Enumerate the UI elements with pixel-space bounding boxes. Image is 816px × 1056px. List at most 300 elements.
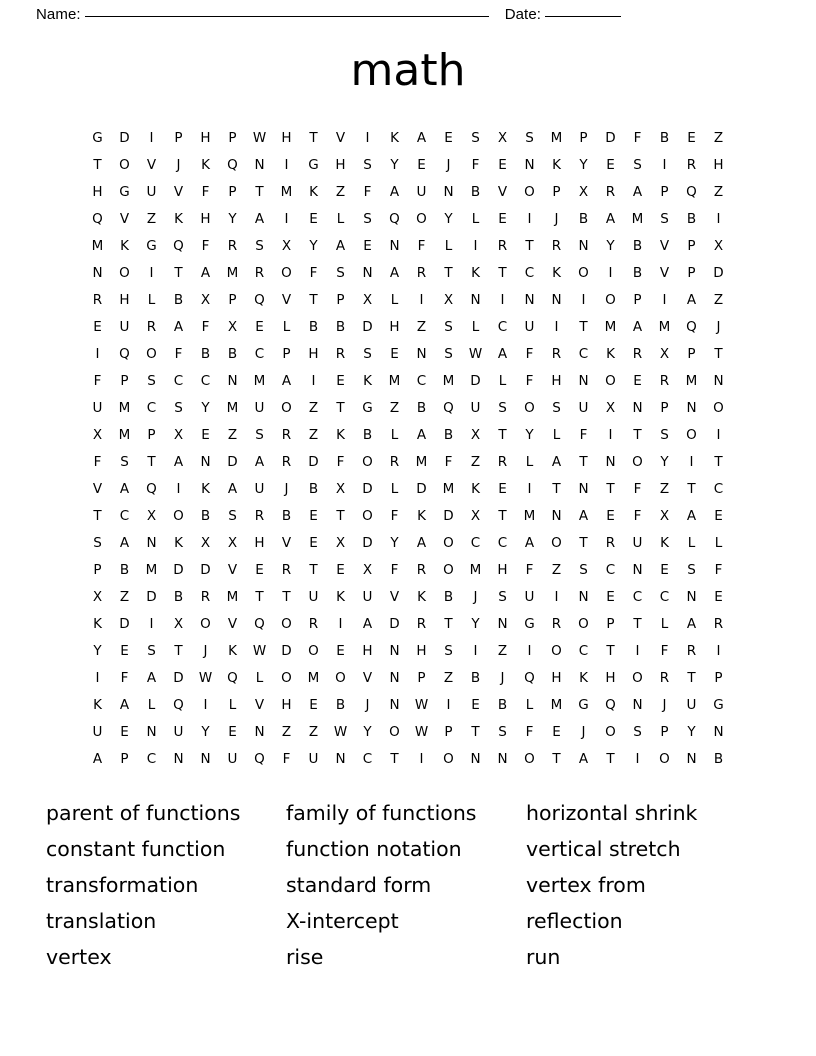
grid-cell[interactable]: U — [524, 319, 535, 335]
grid-cell[interactable]: X — [497, 130, 508, 146]
grid-cell[interactable]: M — [226, 400, 239, 416]
grid-cell[interactable]: S — [471, 130, 480, 146]
grid-cell[interactable]: O — [416, 211, 427, 227]
grid-cell[interactable]: T — [282, 589, 291, 605]
grid-cell[interactable]: U — [308, 751, 319, 767]
grid-cell[interactable]: W — [198, 670, 213, 686]
grid-cell[interactable]: K — [93, 616, 102, 632]
grid-cell[interactable]: H — [551, 670, 562, 686]
grid-cell[interactable]: O — [173, 508, 184, 524]
grid-cell[interactable]: L — [471, 319, 480, 335]
grid-cell[interactable]: P — [714, 670, 723, 686]
grid-cell[interactable]: O — [200, 616, 211, 632]
grid-cell[interactable]: F — [201, 184, 210, 200]
grid-cell[interactable]: T — [309, 562, 318, 578]
grid-cell[interactable]: C — [200, 373, 211, 389]
grid-cell[interactable]: A — [686, 292, 697, 308]
grid-cell[interactable]: Q — [686, 184, 697, 200]
grid-cell[interactable]: E — [201, 427, 210, 443]
grid-cell[interactable]: Z — [389, 400, 400, 416]
grid-cell[interactable]: E — [687, 130, 696, 146]
grid-cell[interactable]: M — [253, 373, 266, 389]
grid-cell[interactable]: R — [254, 265, 265, 281]
grid-cell[interactable]: B — [335, 697, 346, 713]
grid-cell[interactable]: Y — [93, 643, 102, 659]
grid-cell[interactable]: I — [284, 211, 289, 227]
grid-cell[interactable]: S — [363, 157, 372, 173]
grid-cell[interactable]: Y — [579, 157, 588, 173]
grid-cell[interactable]: V — [362, 670, 373, 686]
grid-cell[interactable]: Y — [309, 238, 318, 254]
grid-cell[interactable]: F — [93, 454, 102, 470]
grid-cell[interactable]: A — [416, 427, 427, 443]
grid-cell[interactable]: I — [95, 346, 100, 362]
grid-cell[interactable]: E — [309, 211, 318, 227]
grid-cell[interactable]: W — [414, 724, 429, 740]
grid-cell[interactable]: R — [281, 562, 292, 578]
grid-cell[interactable]: M — [388, 373, 401, 389]
grid-cell[interactable]: I — [365, 130, 370, 146]
grid-cell[interactable]: X — [659, 508, 670, 524]
grid-cell[interactable]: O — [281, 265, 292, 281]
word-list-item[interactable]: translation — [46, 909, 157, 933]
grid-cell[interactable]: F — [444, 454, 453, 470]
grid-cell[interactable]: M — [550, 697, 563, 713]
grid-cell[interactable]: E — [471, 697, 480, 713]
grid-cell[interactable]: B — [632, 265, 643, 281]
grid-cell[interactable]: R — [551, 238, 562, 254]
grid-cell[interactable]: D — [362, 481, 373, 497]
grid-cell[interactable]: S — [363, 346, 372, 362]
grid-cell[interactable]: J — [203, 643, 208, 659]
grid-cell[interactable]: G — [119, 184, 130, 200]
grid-cell[interactable]: L — [390, 427, 399, 443]
grid-cell[interactable]: X — [92, 589, 103, 605]
grid-cell[interactable]: K — [174, 211, 183, 227]
grid-cell[interactable]: T — [93, 508, 102, 524]
grid-cell[interactable]: P — [633, 292, 642, 308]
word-list-item[interactable]: rise — [286, 945, 324, 969]
grid-cell[interactable]: P — [120, 373, 129, 389]
grid-cell[interactable]: O — [524, 751, 535, 767]
grid-cell[interactable]: I — [419, 292, 424, 308]
grid-cell[interactable]: R — [686, 157, 697, 173]
grid-cell[interactable]: Q — [173, 697, 184, 713]
grid-cell[interactable]: C — [146, 751, 157, 767]
grid-cell[interactable]: Z — [443, 670, 454, 686]
grid-cell[interactable]: I — [527, 643, 532, 659]
grid-cell[interactable]: S — [579, 562, 588, 578]
grid-cell[interactable]: S — [120, 454, 129, 470]
grid-cell[interactable]: C — [119, 508, 130, 524]
grid-cell[interactable]: V — [659, 265, 670, 281]
grid-cell[interactable]: B — [416, 400, 427, 416]
grid-cell[interactable]: I — [554, 589, 559, 605]
grid-cell[interactable]: C — [524, 265, 535, 281]
grid-cell[interactable]: M — [307, 670, 320, 686]
grid-cell[interactable]: C — [173, 373, 184, 389]
grid-cell[interactable]: Y — [228, 211, 237, 227]
grid-cell[interactable]: F — [201, 319, 210, 335]
grid-cell[interactable]: Q — [146, 481, 157, 497]
grid-cell[interactable]: K — [309, 184, 318, 200]
grid-cell[interactable]: Z — [308, 724, 319, 740]
grid-cell[interactable]: C — [713, 481, 724, 497]
grid-cell[interactable]: L — [687, 535, 696, 551]
grid-cell[interactable]: S — [93, 535, 102, 551]
grid-cell[interactable]: F — [282, 751, 291, 767]
grid-cell[interactable]: K — [201, 157, 210, 173]
grid-cell[interactable]: P — [660, 400, 669, 416]
grid-cell[interactable]: F — [633, 481, 642, 497]
grid-cell[interactable]: K — [552, 265, 561, 281]
grid-cell[interactable]: B — [200, 346, 211, 362]
grid-cell[interactable]: O — [362, 508, 373, 524]
grid-cell[interactable]: T — [255, 184, 264, 200]
grid-cell[interactable]: F — [525, 346, 534, 362]
grid-cell[interactable]: A — [173, 454, 184, 470]
grid-cell[interactable]: U — [524, 589, 535, 605]
grid-cell[interactable]: J — [554, 211, 559, 227]
grid-cell[interactable]: S — [660, 211, 669, 227]
grid-cell[interactable]: O — [578, 616, 589, 632]
grid-cell[interactable]: P — [336, 292, 345, 308]
grid-cell[interactable]: N — [173, 751, 184, 767]
grid-cell[interactable]: R — [551, 616, 562, 632]
grid-cell[interactable]: I — [554, 319, 559, 335]
grid-cell[interactable]: N — [578, 589, 589, 605]
grid-cell[interactable]: V — [659, 238, 670, 254]
grid-cell[interactable]: F — [201, 238, 210, 254]
grid-cell[interactable]: N — [524, 157, 535, 173]
grid-cell[interactable]: N — [551, 508, 562, 524]
grid-cell[interactable]: O — [389, 724, 400, 740]
grid-cell[interactable]: K — [120, 238, 129, 254]
grid-cell[interactable]: X — [362, 292, 373, 308]
grid-cell[interactable]: N — [227, 373, 238, 389]
grid-cell[interactable]: A — [632, 319, 643, 335]
grid-cell[interactable]: T — [309, 130, 318, 146]
grid-cell[interactable]: H — [713, 157, 724, 173]
grid-cell[interactable]: C — [578, 346, 589, 362]
grid-cell[interactable]: B — [659, 130, 670, 146]
grid-cell[interactable]: D — [227, 454, 238, 470]
grid-cell[interactable]: E — [363, 238, 372, 254]
grid-cell[interactable]: U — [416, 184, 427, 200]
grid-cell[interactable]: A — [254, 454, 265, 470]
grid-cell[interactable]: F — [174, 346, 183, 362]
grid-cell[interactable]: D — [443, 508, 454, 524]
grid-cell[interactable]: K — [417, 589, 426, 605]
grid-cell[interactable]: I — [149, 265, 154, 281]
grid-cell[interactable]: X — [200, 292, 211, 308]
grid-cell[interactable]: F — [93, 373, 102, 389]
grid-cell[interactable]: D — [416, 481, 427, 497]
grid-cell[interactable]: X — [227, 319, 238, 335]
grid-cell[interactable]: K — [93, 697, 102, 713]
grid-cell[interactable]: T — [714, 454, 723, 470]
grid-cell[interactable]: U — [254, 400, 265, 416]
grid-cell[interactable]: U — [470, 400, 481, 416]
grid-cell[interactable]: G — [362, 400, 373, 416]
grid-cell[interactable]: T — [525, 238, 534, 254]
grid-cell[interactable]: P — [660, 724, 669, 740]
grid-cell[interactable]: O — [524, 400, 535, 416]
grid-cell[interactable]: O — [146, 346, 157, 362]
grid-cell[interactable]: Q — [254, 751, 265, 767]
grid-cell[interactable]: A — [578, 508, 589, 524]
grid-cell[interactable]: E — [120, 724, 129, 740]
grid-cell[interactable]: H — [254, 535, 265, 551]
grid-cell[interactable]: N — [578, 373, 589, 389]
grid-cell[interactable]: R — [713, 616, 724, 632]
grid-cell[interactable]: M — [685, 373, 698, 389]
grid-cell[interactable]: A — [416, 535, 427, 551]
date-write-line[interactable] — [545, 16, 621, 17]
grid-cell[interactable]: S — [444, 319, 453, 335]
grid-cell[interactable]: L — [282, 319, 291, 335]
grid-cell[interactable]: F — [390, 508, 399, 524]
grid-cell[interactable]: H — [416, 643, 427, 659]
grid-cell[interactable]: R — [659, 670, 670, 686]
word-list-item[interactable]: parent of functions — [46, 801, 241, 825]
grid-cell[interactable]: U — [119, 319, 130, 335]
grid-cell[interactable]: H — [200, 211, 211, 227]
grid-cell[interactable]: I — [338, 616, 343, 632]
grid-cell[interactable]: E — [606, 589, 615, 605]
grid-cell[interactable]: G — [146, 238, 157, 254]
grid-cell[interactable]: H — [308, 346, 319, 362]
grid-cell[interactable]: N — [713, 373, 724, 389]
grid-cell[interactable]: P — [552, 184, 561, 200]
grid-cell[interactable]: N — [578, 238, 589, 254]
grid-cell[interactable]: A — [92, 751, 103, 767]
grid-cell[interactable]: E — [336, 373, 345, 389]
grid-cell[interactable]: E — [714, 589, 723, 605]
grid-cell[interactable]: K — [228, 643, 237, 659]
grid-cell[interactable]: Q — [227, 670, 238, 686]
grid-cell[interactable]: Z — [497, 643, 508, 659]
grid-cell[interactable]: M — [91, 238, 104, 254]
grid-cell[interactable]: P — [687, 238, 696, 254]
grid-cell[interactable]: G — [524, 616, 535, 632]
grid-cell[interactable]: M — [118, 427, 131, 443]
grid-cell[interactable]: H — [497, 562, 508, 578]
grid-cell[interactable]: I — [716, 211, 721, 227]
grid-cell[interactable]: Z — [659, 481, 670, 497]
grid-cell[interactable]: F — [363, 184, 372, 200]
grid-cell[interactable]: D — [362, 319, 373, 335]
grid-cell[interactable]: I — [203, 697, 208, 713]
grid-cell[interactable]: M — [442, 373, 455, 389]
grid-cell[interactable]: P — [228, 184, 237, 200]
grid-cell[interactable]: I — [527, 211, 532, 227]
word-list-item[interactable]: constant function — [46, 837, 226, 861]
grid-cell[interactable]: D — [119, 616, 130, 632]
grid-cell[interactable]: O — [659, 751, 670, 767]
grid-cell[interactable]: X — [659, 346, 670, 362]
grid-cell[interactable]: E — [498, 481, 507, 497]
grid-cell[interactable]: Q — [92, 211, 103, 227]
grid-cell[interactable]: O — [281, 400, 292, 416]
grid-cell[interactable]: Y — [471, 616, 480, 632]
grid-cell[interactable]: I — [284, 157, 289, 173]
grid-cell[interactable]: Y — [201, 724, 210, 740]
grid-cell[interactable]: O — [119, 157, 130, 173]
grid-cell[interactable]: H — [389, 319, 400, 335]
grid-cell[interactable]: N — [443, 184, 454, 200]
grid-cell[interactable]: E — [498, 211, 507, 227]
grid-cell[interactable]: T — [147, 454, 156, 470]
grid-cell[interactable]: U — [173, 724, 184, 740]
grid-cell[interactable]: B — [173, 292, 184, 308]
grid-cell[interactable]: M — [631, 211, 644, 227]
grid-cell[interactable]: S — [633, 724, 642, 740]
grid-cell[interactable]: R — [497, 238, 508, 254]
grid-cell[interactable]: B — [200, 508, 211, 524]
grid-cell[interactable]: X — [578, 184, 589, 200]
grid-cell[interactable]: O — [713, 400, 724, 416]
word-list-item[interactable]: family of functions — [286, 801, 477, 825]
grid-cell[interactable]: N — [92, 265, 103, 281]
grid-cell[interactable]: C — [659, 589, 670, 605]
grid-cell[interactable]: R — [335, 346, 346, 362]
grid-cell[interactable]: P — [282, 346, 291, 362]
grid-cell[interactable]: N — [470, 292, 481, 308]
grid-cell[interactable]: K — [579, 670, 588, 686]
grid-cell[interactable]: I — [635, 751, 640, 767]
grid-cell[interactable]: L — [525, 697, 534, 713]
grid-cell[interactable]: E — [120, 643, 129, 659]
grid-cell[interactable]: N — [416, 346, 427, 362]
grid-cell[interactable]: F — [525, 373, 534, 389]
grid-cell[interactable]: C — [146, 400, 157, 416]
grid-cell[interactable]: H — [605, 670, 616, 686]
grid-cell[interactable]: T — [309, 292, 318, 308]
grid-cell[interactable]: T — [579, 454, 588, 470]
grid-cell[interactable]: I — [635, 643, 640, 659]
grid-cell[interactable]: N — [713, 724, 724, 740]
grid-cell[interactable]: L — [471, 211, 480, 227]
grid-cell[interactable]: O — [632, 670, 643, 686]
grid-cell[interactable]: M — [658, 319, 671, 335]
grid-cell[interactable]: B — [470, 184, 481, 200]
word-list-item[interactable]: vertex from — [526, 873, 646, 897]
grid-cell[interactable]: U — [686, 697, 697, 713]
grid-cell[interactable]: T — [633, 616, 642, 632]
grid-cell[interactable]: L — [390, 292, 399, 308]
grid-cell[interactable]: I — [95, 670, 100, 686]
grid-cell[interactable]: Z — [416, 319, 427, 335]
grid-cell[interactable]: P — [228, 292, 237, 308]
grid-cell[interactable]: Z — [335, 184, 346, 200]
grid-cell[interactable]: B — [443, 427, 454, 443]
grid-cell[interactable]: A — [335, 238, 346, 254]
grid-cell[interactable]: R — [605, 184, 616, 200]
grid-cell[interactable]: Q — [443, 400, 454, 416]
grid-cell[interactable]: E — [444, 130, 453, 146]
word-list-item[interactable]: standard form — [286, 873, 432, 897]
grid-cell[interactable]: P — [687, 346, 696, 362]
grid-cell[interactable]: L — [552, 427, 561, 443]
grid-cell[interactable]: E — [498, 157, 507, 173]
grid-cell[interactable]: W — [414, 697, 429, 713]
grid-cell[interactable]: B — [443, 589, 454, 605]
grid-cell[interactable]: I — [473, 643, 478, 659]
grid-cell[interactable]: B — [470, 670, 481, 686]
grid-cell[interactable]: C — [578, 643, 589, 659]
grid-cell[interactable]: P — [444, 724, 453, 740]
grid-cell[interactable]: H — [281, 697, 292, 713]
grid-cell[interactable]: H — [551, 373, 562, 389]
word-list-item[interactable]: horizontal shrink — [526, 801, 698, 825]
grid-cell[interactable]: L — [336, 211, 345, 227]
word-list-item[interactable]: X-intercept — [286, 909, 399, 933]
grid-cell[interactable]: N — [254, 724, 265, 740]
grid-cell[interactable]: N — [389, 643, 400, 659]
grid-cell[interactable]: O — [443, 562, 454, 578]
grid-cell[interactable]: N — [254, 157, 265, 173]
grid-cell[interactable]: Z — [713, 184, 724, 200]
grid-cell[interactable]: D — [119, 130, 130, 146]
grid-cell[interactable]: Y — [525, 427, 534, 443]
grid-cell[interactable]: O — [443, 535, 454, 551]
grid-cell[interactable]: G — [713, 697, 724, 713]
grid-cell[interactable]: D — [200, 562, 211, 578]
grid-cell[interactable]: R — [281, 454, 292, 470]
grid-cell[interactable]: Z — [308, 400, 319, 416]
grid-cell[interactable]: T — [498, 508, 507, 524]
grid-cell[interactable]: E — [93, 319, 102, 335]
grid-cell[interactable]: A — [605, 211, 616, 227]
grid-cell[interactable]: M — [226, 265, 239, 281]
grid-cell[interactable]: Z — [551, 562, 562, 578]
grid-cell[interactable]: T — [606, 751, 615, 767]
grid-cell[interactable]: H — [362, 643, 373, 659]
grid-cell[interactable]: Q — [524, 670, 535, 686]
grid-cell[interactable]: K — [363, 373, 372, 389]
grid-cell[interactable]: P — [417, 670, 426, 686]
grid-cell[interactable]: P — [93, 562, 102, 578]
grid-cell[interactable]: H — [119, 292, 130, 308]
grid-cell[interactable]: K — [336, 589, 345, 605]
grid-cell[interactable]: A — [578, 751, 589, 767]
grid-cell[interactable]: W — [252, 643, 267, 659]
grid-cell[interactable]: R — [632, 346, 643, 362]
grid-cell[interactable]: S — [147, 373, 156, 389]
grid-cell[interactable]: J — [176, 157, 181, 173]
grid-cell[interactable]: E — [633, 373, 642, 389]
grid-cell[interactable]: J — [473, 589, 478, 605]
grid-cell[interactable]: M — [415, 454, 428, 470]
grid-cell[interactable]: K — [471, 265, 480, 281]
grid-cell[interactable]: W — [468, 346, 483, 362]
grid-cell[interactable]: C — [362, 751, 373, 767]
grid-cell[interactable]: L — [390, 481, 399, 497]
grid-cell[interactable]: B — [308, 481, 319, 497]
grid-cell[interactable]: S — [687, 562, 696, 578]
grid-cell[interactable]: R — [200, 589, 211, 605]
grid-cell[interactable]: S — [660, 427, 669, 443]
grid-cell[interactable]: F — [417, 238, 426, 254]
grid-cell[interactable]: F — [525, 562, 534, 578]
grid-cell[interactable]: R — [146, 319, 157, 335]
grid-cell[interactable]: B — [713, 751, 724, 767]
grid-cell[interactable]: Q — [119, 346, 130, 362]
grid-cell[interactable]: R — [416, 616, 427, 632]
grid-cell[interactable]: N — [470, 751, 481, 767]
grid-cell[interactable]: I — [311, 373, 316, 389]
